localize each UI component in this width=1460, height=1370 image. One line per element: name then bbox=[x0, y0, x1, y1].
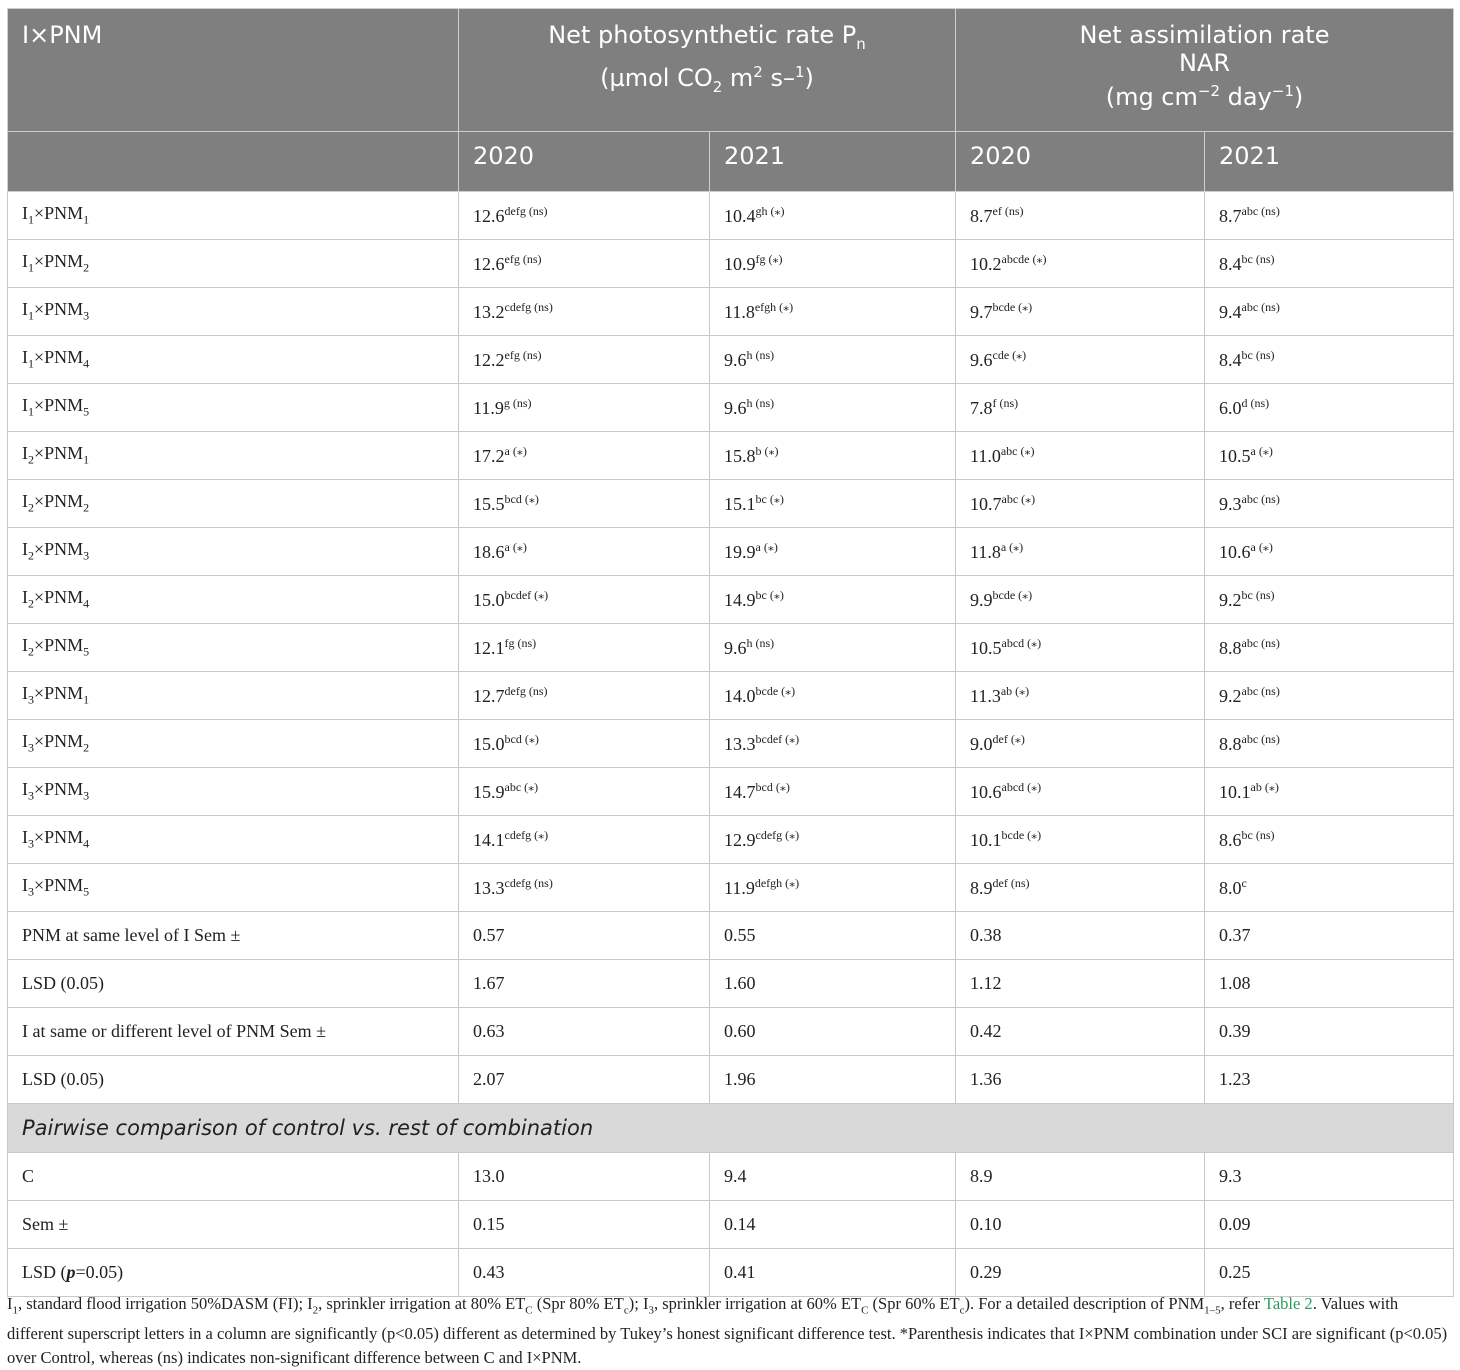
table-cell: $9.4^{abc (ns)}$ bbox=[1205, 288, 1454, 336]
table-cell: $8.4^{bc (ns)}$ bbox=[1205, 240, 1454, 288]
table-cell: $6.0^{d (ns)}$ bbox=[1205, 384, 1454, 432]
table-cell: 1.60 bbox=[710, 960, 956, 1008]
table-cell: $19.9^{a (⁎)}$ bbox=[710, 528, 956, 576]
row-label: $I_2\times PNM_4$ bbox=[8, 576, 459, 624]
table-cell: $8.9^{def (ns)}$ bbox=[956, 864, 1205, 912]
control-row bbox=[8, 1249, 1454, 1297]
table-row bbox=[8, 240, 1454, 288]
header-year-spacer bbox=[8, 132, 459, 192]
table-cell: $15.5^{bcd (⁎)}$ bbox=[459, 480, 710, 528]
table-cell: $12.7^{defg (ns)}$ bbox=[459, 672, 710, 720]
table-cell: $10.7^{abc (⁎)}$ bbox=[956, 480, 1205, 528]
data-table-wrapper bbox=[7, 8, 1453, 1297]
section-title: Pairwise comparison of control vs. rest of combination bbox=[8, 1104, 1454, 1153]
table-cell: 1.96 bbox=[710, 1056, 956, 1104]
header-treatment: I×PNM bbox=[8, 9, 459, 132]
table-row bbox=[8, 336, 1454, 384]
row-label: $I_1\times PNM_2$ bbox=[8, 240, 459, 288]
table-cell: $10.9^{fg (⁎)}$ bbox=[710, 240, 956, 288]
stats-row bbox=[8, 912, 1454, 960]
table-cell: $8.8^{abc (ns)}$ bbox=[1205, 624, 1454, 672]
table-cell: 0.15 bbox=[459, 1201, 710, 1249]
control-row bbox=[8, 1201, 1454, 1249]
table-row bbox=[8, 576, 1454, 624]
pn-title-sub: n bbox=[856, 34, 866, 53]
header-year-pn-2021: 2021 bbox=[710, 132, 956, 192]
table-cell: $14.9^{bc (⁎)}$ bbox=[710, 576, 956, 624]
table-cell: 0.38 bbox=[956, 912, 1205, 960]
table-cell: 0.42 bbox=[956, 1008, 1205, 1056]
table-cell: $14.7^{bcd (⁎)}$ bbox=[710, 768, 956, 816]
stats-row bbox=[8, 1008, 1454, 1056]
table-row bbox=[8, 192, 1454, 240]
table-cell: $11.8^{a (⁎)}$ bbox=[956, 528, 1205, 576]
table-cell: $9.3^{abc (ns)}$ bbox=[1205, 480, 1454, 528]
table-cell: $11.0^{abc (⁎)}$ bbox=[956, 432, 1205, 480]
table-cell: $12.6^{defg (ns)}$ bbox=[459, 192, 710, 240]
table-cell: $14.1^{cdefg (⁎)}$ bbox=[459, 816, 710, 864]
table-cell: 0.41 bbox=[710, 1249, 956, 1297]
stats-row bbox=[8, 1056, 1454, 1104]
header-year-nar-2021: 2021 bbox=[1205, 132, 1454, 192]
header-net-photosynthetic-rate bbox=[459, 9, 956, 132]
row-label: LSD (p=0.05) bbox=[8, 1249, 459, 1297]
row-label: $I_1\times PNM_5$ bbox=[8, 384, 459, 432]
table-cell: $17.2^{a (⁎)}$ bbox=[459, 432, 710, 480]
table-cell: 13.0 bbox=[459, 1153, 710, 1201]
table-cell: 0.60 bbox=[710, 1008, 956, 1056]
table-cell: 0.63 bbox=[459, 1008, 710, 1056]
table-cell: 8.0$^c$ bbox=[1205, 864, 1454, 912]
table-cell: 0.55 bbox=[710, 912, 956, 960]
table-cell: $7.8^{f (ns)}$ bbox=[956, 384, 1205, 432]
table-cell: 1.36 bbox=[956, 1056, 1205, 1104]
table-row bbox=[8, 624, 1454, 672]
table-cell: $13.3^{cdefg (ns)}$ bbox=[459, 864, 710, 912]
table-cell: 0.14 bbox=[710, 1201, 956, 1249]
table-body bbox=[8, 192, 1454, 1297]
table-cell: 0.25 bbox=[1205, 1249, 1454, 1297]
table-cell: $9.6^{h (ns)}$ bbox=[710, 336, 956, 384]
table-cell: $8.7^{ef (ns)}$ bbox=[956, 192, 1205, 240]
table-cell: $9.2^{abc (ns)}$ bbox=[1205, 672, 1454, 720]
pn-unit: (µmol $CO_2$ $m^2$ s–$^1$) bbox=[600, 62, 814, 96]
table-cell: $9.0^{def (⁎)}$ bbox=[956, 720, 1205, 768]
table-row bbox=[8, 768, 1454, 816]
row-label: $I_3\times PNM_4$ bbox=[8, 816, 459, 864]
table-row bbox=[8, 432, 1454, 480]
row-label: PNM at same level of I Sem ± bbox=[8, 912, 459, 960]
header-net-assimilation-rate bbox=[956, 9, 1454, 132]
table-cell: $15.0^{bcd (⁎)}$ bbox=[459, 720, 710, 768]
table-cell: 9.4 bbox=[710, 1153, 956, 1201]
table-cell: $10.5^{abcd (⁎)}$ bbox=[956, 624, 1205, 672]
table-cell: $15.9^{abc (⁎)}$ bbox=[459, 768, 710, 816]
table-cell: 0.29 bbox=[956, 1249, 1205, 1297]
row-label: C bbox=[8, 1153, 459, 1201]
table-cell: 0.37 bbox=[1205, 912, 1454, 960]
table-footnote: $I_1$, standard flood irrigation 50%DASM (FI); $I_2$, sprinkler irrigation at 80% $ET_C$ (Spr 80% $ET_c$); $I_3$, sprinkler irrigation at 60% $ET_C$ (Spr 60% $ET_c$). For a detailed description of $PNM_{1-5}$, refer Table 2. Values with different superscript letters in a column are significantly (p<0.05) different as determined by Tukey’s honest significant difference test. *Parenthesis indicates that I×PNM combination under SCI are significant (p<0.05) over Control, whereas (ns) indicates non-significant difference between C and I×PNM. bbox=[7, 1294, 1448, 1368]
table-cell: $12.6^{efg (ns)}$ bbox=[459, 240, 710, 288]
table-2-link[interactable]: Table 2 bbox=[1263, 1294, 1313, 1313]
table-cell: $13.2^{cdefg (ns)}$ bbox=[459, 288, 710, 336]
table-cell: $9.2^{bc (ns)}$ bbox=[1205, 576, 1454, 624]
table-cell: 1.67 bbox=[459, 960, 710, 1008]
table-row bbox=[8, 720, 1454, 768]
table-cell: 8.9 bbox=[956, 1153, 1205, 1201]
table-cell: $10.2^{abcde (⁎)}$ bbox=[956, 240, 1205, 288]
pn-title: Net photosynthetic rate P bbox=[548, 21, 857, 49]
table-cell: $10.1^{bcde (⁎)}$ bbox=[956, 816, 1205, 864]
table-cell: $10.5^{a (⁎)}$ bbox=[1205, 432, 1454, 480]
table-cell: $13.3^{bcdef (⁎)}$ bbox=[710, 720, 956, 768]
table-cell: 1.12 bbox=[956, 960, 1205, 1008]
row-label: Sem ± bbox=[8, 1201, 459, 1249]
table-cell: $9.6^{cde (⁎)}$ bbox=[956, 336, 1205, 384]
table-row bbox=[8, 816, 1454, 864]
table-cell: $9.6^{h (ns)}$ bbox=[710, 384, 956, 432]
table-cell: $10.6^{a (⁎)}$ bbox=[1205, 528, 1454, 576]
table-cell: 2.07 bbox=[459, 1056, 710, 1104]
nar-abbr: NAR bbox=[1178, 49, 1231, 77]
table-row bbox=[8, 672, 1454, 720]
nar-unit: (mg $cm^{-2}$ day$^{-1}$) bbox=[1105, 82, 1304, 111]
row-label: $I_1\times PNM_4$ bbox=[8, 336, 459, 384]
table-cell: $11.9^{defgh (⁎)}$ bbox=[710, 864, 956, 912]
section-header-row bbox=[8, 1104, 1454, 1153]
table-cell: 9.3 bbox=[1205, 1153, 1454, 1201]
table-cell: $10.6^{abcd (⁎)}$ bbox=[956, 768, 1205, 816]
table-cell: $12.9^{cdefg (⁎)}$ bbox=[710, 816, 956, 864]
table-cell: 0.39 bbox=[1205, 1008, 1454, 1056]
table-cell: $8.7^{abc (ns)}$ bbox=[1205, 192, 1454, 240]
table-cell: $15.1^{bc (⁎)}$ bbox=[710, 480, 956, 528]
row-label: $I_3\times PNM_3$ bbox=[8, 768, 459, 816]
row-label: $I_2\times PNM_5$ bbox=[8, 624, 459, 672]
table-cell: 1.23 bbox=[1205, 1056, 1454, 1104]
table-cell: 0.09 bbox=[1205, 1201, 1454, 1249]
table-cell: $9.7^{bcde (⁎)}$ bbox=[956, 288, 1205, 336]
table-row bbox=[8, 288, 1454, 336]
table-header bbox=[8, 9, 1454, 192]
header-year-pn-2020: 2020 bbox=[459, 132, 710, 192]
table-cell: $8.8^{abc (ns)}$ bbox=[1205, 720, 1454, 768]
row-label: $I_2\times PNM_1$ bbox=[8, 432, 459, 480]
nar-title: Net assimilation rate bbox=[1079, 21, 1330, 49]
table-cell: $18.6^{a (⁎)}$ bbox=[459, 528, 710, 576]
table-row bbox=[8, 384, 1454, 432]
table-cell: $11.9^{g (ns)}$ bbox=[459, 384, 710, 432]
control-row bbox=[8, 1153, 1454, 1201]
header-year-nar-2020: 2020 bbox=[956, 132, 1205, 192]
table-cell: $9.9^{bcde (⁎)}$ bbox=[956, 576, 1205, 624]
table-cell: $11.3^{ab (⁎)}$ bbox=[956, 672, 1205, 720]
table-cell: $12.2^{efg (ns)}$ bbox=[459, 336, 710, 384]
table-cell: $15.0^{bcdef (⁎)}$ bbox=[459, 576, 710, 624]
table-cell: $9.6^{h (ns)}$ bbox=[710, 624, 956, 672]
table-cell: $11.8^{efgh (⁎)}$ bbox=[710, 288, 956, 336]
table-cell: $12.1^{fg (ns)}$ bbox=[459, 624, 710, 672]
table-row bbox=[8, 480, 1454, 528]
table-row bbox=[8, 864, 1454, 912]
row-label: $I_1\times PNM_3$ bbox=[8, 288, 459, 336]
row-label: $I_3\times PNM_2$ bbox=[8, 720, 459, 768]
data-table bbox=[7, 8, 1454, 1297]
row-label: $I_2\times PNM_2$ bbox=[8, 480, 459, 528]
table-cell: $8.6^{bc (ns)}$ bbox=[1205, 816, 1454, 864]
row-label: LSD (0.05) bbox=[8, 960, 459, 1008]
table-cell: $8.4^{bc (ns)}$ bbox=[1205, 336, 1454, 384]
table-cell: 0.43 bbox=[459, 1249, 710, 1297]
table-cell: $14.0^{bcde (⁎)}$ bbox=[710, 672, 956, 720]
table-cell: $10.4^{gh (⁎)}$ bbox=[710, 192, 956, 240]
row-label: LSD (0.05) bbox=[8, 1056, 459, 1104]
table-cell: 0.57 bbox=[459, 912, 710, 960]
table-cell: 0.10 bbox=[956, 1201, 1205, 1249]
row-label: $I_3\times PNM_1$ bbox=[8, 672, 459, 720]
row-label: $I_1\times PNM_1$ bbox=[8, 192, 459, 240]
table-cell: 1.08 bbox=[1205, 960, 1454, 1008]
table-cell: $10.1^{ab (⁎)}$ bbox=[1205, 768, 1454, 816]
stats-row bbox=[8, 960, 1454, 1008]
table-cell: $15.8^{b (⁎)}$ bbox=[710, 432, 956, 480]
row-label: $I_2\times PNM_3$ bbox=[8, 528, 459, 576]
row-label: $I_3\times PNM_5$ bbox=[8, 864, 459, 912]
table-row bbox=[8, 528, 1454, 576]
row-label: I at same or different level of PNM Sem ± bbox=[8, 1008, 459, 1056]
